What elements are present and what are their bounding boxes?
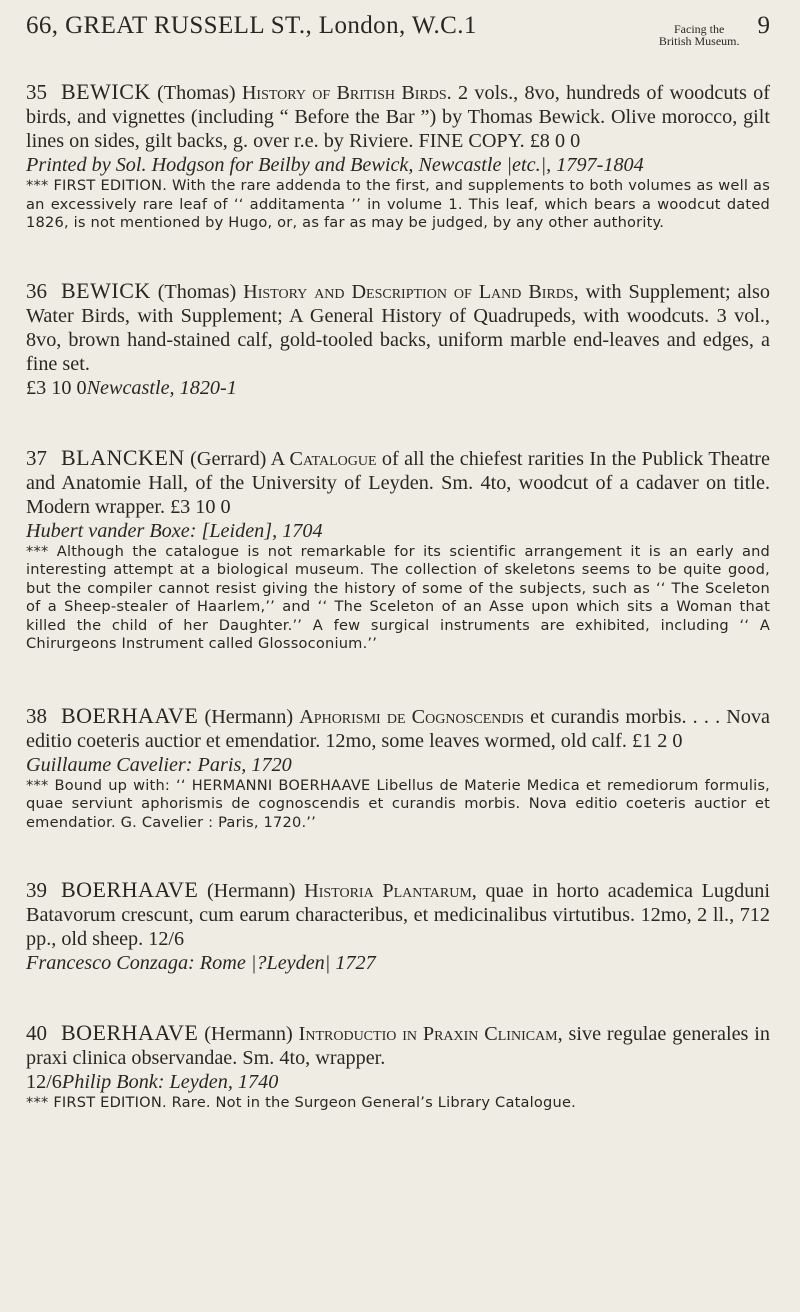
entry-number: 40: [26, 1021, 47, 1045]
catalogue-entry: 37 BLANCKEN (Gerrard) A Catalogue of all the chiefest rarities In the Publick Theatre and Anatomie Hall, of the University of Leyden. Sm. 4to, woodcut of a cadaver on title. Modern wrapper. £3 10 0 Hubert vander Boxe: [Leiden], 1704 *** Although the catalogue is not remarkable for its scientific arrangement it is an early and interesting attempt at a biological museum. The collection of skeletons seems to be quite good, but the compiler cannot resist giving the history of some of the subjects, such as ‘‘ The Sceleton of a Sheep-stealer of Haarlem,’’ and ‘‘ The Sceleton of an Asse upon which sits a Woman that killed the child of her Daughter.’’ A few surgical instruments are exhibited, including ‘‘ A Chirurgeons Instrument called Glossoconium.’’: [26, 444, 770, 652]
entry-author: BOERHAAVE: [61, 1020, 199, 1045]
entry-author: BOERHAAVE: [61, 702, 199, 728]
entry-body: et curandis morbis. . . . Nova editio coeteris auctior et emendatior. 12mo, some leaves wormed, old calf. £1 2 0: [26, 705, 771, 752]
entry-body: with Supplement; also Water Birds, with Supplement; A General History of Quadrupeds, with woodcuts. 3 vol., 8vo, brown hand-stained calf, gold-tooled backs, uniform marble end-leaves and edges, a fine set.: [26, 280, 771, 375]
entry-number: 39: [26, 878, 47, 902]
entry-imprint: Guillaume Cavelier: Paris, 1720: [26, 753, 292, 776]
entry-title: Historia Plantarum,: [304, 880, 477, 902]
catalogue-entry: 39 BOERHAAVE (Hermann) Historia Plantarum, quae in horto academica Lugduni Batavorum crescunt, cum earum characteribus, et medicinalibus virtutibus. 12mo, 2 ll., 712 pp., old sheep. 12/6 Francesco Conzaga: Rome |?Leyden| 1727: [26, 877, 770, 974]
catalogue-entry: 38 BOERHAAVE (Hermann) Aphorismi de Cognoscendis et curandis morbis. . . . Nova editio coeteris auctior et emendatior. 12mo, some leaves wormed, old calf. £1 2 0 Guillaume Cavelier: Paris, 1720 *** Bound up with: ‘‘ HERMANNI BOERHAAVE Libellus de Materie Medica et remediorum formulis, quae serviunt aphorismis de cognoscendis et curandis morbis. Nova editio coeteris auctior et emendatior. G. Cavelier : Paris, 1720.’’: [26, 702, 771, 831]
entry-title: Catalogue: [289, 447, 377, 470]
entry-author: BLANCKEN: [61, 444, 185, 470]
facing-note: Facing the British Museum.: [658, 22, 740, 48]
entry-imprint: Francesco Conzaga: Rome |?Leyden| 1727: [26, 952, 376, 974]
entry-body: of all the chiefest rarities In the Publick Theatre and Anatomie Hall, of the University of Leyden. Sm. 4to, woodcut of a cadaver on title. Modern wrapper. £3 10 0: [26, 447, 770, 518]
entry-note: *** Although the catalogue is not remarkable for its scientific arrangement it is an early and interesting attempt at a biological museum. The collection of skeletons seems to be quite good, but the compiler cannot resist giving the history of some of the subjects, such as ‘‘ The Sceleton of a Sheep-stealer of Haarlem,’’ and ‘‘ The Sceleton of an Asse upon which sits a Woman that killed the child of her Daughter.’’ A few surgical instruments are exhibited, including ‘‘ A Chirurgeons Instrument called Glossoconium.’’: [26, 542, 770, 652]
entry-author: BEWICK: [61, 277, 151, 303]
entry-title: History of British Birds.: [241, 82, 452, 104]
entry-number: 36: [26, 278, 47, 303]
catalogue-entry: 40 BOERHAAVE (Hermann) Introductio in Praxin Clinicam, sive regulae generales in praxi clinica observandae. Sm. 4to, wrapper. 12/6 Philip Bonk: Leyden, 1740 *** FIRST EDITION. Rare. Not in the Surgeon General’s Library Catalogue.: [26, 1020, 770, 1111]
entry-imprint: Newcastle, 1820-1: [86, 376, 237, 399]
entry-note: *** Bound up with: ‘‘ HERMANNI BOERHAAVE Libellus de Materie Medica et remediorum formulis, quae serviunt aphorismis de cognoscendis et curandis morbis. Nova editio coeteris auctior et emendatior. G. Cavelier : Paris, 1720.’’: [26, 776, 770, 831]
entry-body: 2 vols., 8vo, hundreds of woodcuts of birds, and vignettes (including “ Before the Bar ”) by Thomas Bewick. Olive morocco, gilt lines on sides, gilt backs, g. over r.e. by Riviere. FINE COPY. £8 0 0: [26, 82, 770, 152]
entry-number: 35: [26, 80, 47, 104]
entry-imprint: Printed by Sol. Hodgson for Beilby and Bewick, Newcastle |etc.|, 1797-1804: [26, 154, 644, 176]
entry-note: *** FIRST EDITION. Rare. Not in the Surgeon General’s Library Catalogue.: [26, 1094, 576, 1111]
entry-title: History and Description of Land Birds,: [243, 280, 579, 303]
catalogue-entry: 35 BEWICK (Thomas) History of British Birds. 2 vols., 8vo, hundreds of woodcuts of birds, and vignettes (including “ Before the Bar ”) by Thomas Bewick. Olive morocco, gilt lines on sides, gilt backs, g. over r.e. by Riviere. FINE COPY. £8 0 0 Printed by Sol. Hodgson for Beilby and Bewick, Newcastle |etc.|, 1797-1804 *** FIRST EDITION. With the rare addenda to the first, and supplements to both volumes as well as an excessively rare leaf of ‘‘ additamenta ’’ in volume 1. This leaf, which bears a woodcut dated 1826, is not mentioned by Hugo, or, as far as may be judged, by any other authority.: [26, 79, 770, 231]
entry-title: Aphorismi de Cognoscendis: [299, 705, 524, 728]
catalogue-entry: 36 BEWICK (Thomas) History and Description of Land Birds, with Supplement; also Water Birds, with Supplement; A General History of Quadrupeds, with woodcuts. 3 vol., 8vo, brown hand-stained calf, gold-tooled backs, uniform marble end-leaves and edges, a fine set. £3 10 0 Newcastle, 1820-1: [26, 277, 771, 399]
entry-number: 38: [26, 703, 47, 728]
entry-body: quae in horto academica Lugduni Batavorum crescunt, cum earum characteribus, et medicinalibus virtutibus. 12mo, 2 ll., 712 pp., old sheep. 12/6: [26, 880, 770, 950]
page-header: [26, 12, 770, 52]
entry-price: £3 10 0: [26, 376, 87, 399]
entry-title: Introductio in Praxin Clinicam,: [298, 1023, 563, 1045]
entry-note: *** FIRST EDITION. With the rare addenda to the first, and supplements to both volumes as well as an excessively rare leaf of ‘‘ additamenta ’’ in volume 1. This leaf, which bears a woodcut dated 1826, is not mentioned by Hugo, or, as far as may be judged, by any other authority.: [26, 177, 770, 231]
entry-price: 12/6: [26, 1071, 62, 1093]
entry-number: 37: [26, 445, 47, 470]
entry-author: BEWICK: [61, 79, 151, 104]
entry-imprint: Philip Bonk: Leyden, 1740: [61, 1071, 279, 1093]
entry-body: sive regulae generales in praxi clinica observandae. Sm. 4to, wrapper.: [26, 1023, 770, 1069]
entry-author: BOERHAAVE: [61, 877, 199, 902]
page-number: 9: [757, 12, 770, 39]
page-header-title: 66, GREAT RUSSELL ST., London, W.C.1: [26, 12, 477, 39]
entry-imprint: Hubert vander Boxe: [Leiden], 1704: [26, 519, 323, 542]
